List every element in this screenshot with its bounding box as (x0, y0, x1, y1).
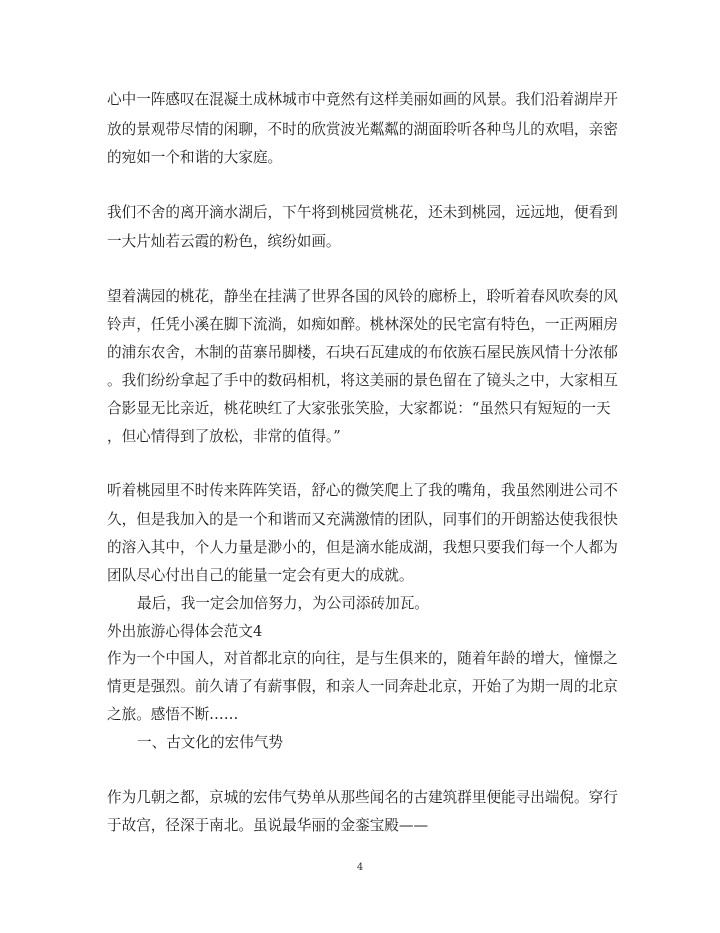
paragraph-3-line: 望着满园的桃花，静坐在挂满了世界各国的风铃的廊桥上，聆听着春风吹奏的风 (107, 288, 618, 305)
paragraph-2-line: 我们不舍的离开滴水湖后，下午将到桃园赏桃花，还未到桃园，远远地，便看到 (107, 204, 618, 221)
paragraph-6-line: 情更是强烈。前久请了有薪事假，和亲人一同奔赴北京，开始了为期一周的北京 (107, 678, 618, 695)
paragraph-4-line: 久，但是我加入的是一个和谐而又充满激情的团队，同事们的开朗豁达使我很快 (107, 511, 618, 528)
paragraph-4-line: 团队尽心付出自己的能量一定会有更大的成就。 (107, 567, 414, 584)
section-title: 外出旅游心得体会范文4 (107, 623, 263, 640)
subheading: 一、古文化的宏伟气势 (137, 734, 283, 751)
paragraph-2-line: 一大片灿若云霞的粉色，缤纷如画。 (107, 233, 341, 250)
paragraph-1-line: 的宛如一个和谐的大家庭。 (107, 149, 283, 166)
paragraph-7-line: 于故宫，径深于南北。虽说最华丽的金銮宝殿—— (107, 817, 429, 834)
paragraph-4-line: 听着桃园里不时传来阵阵笑语，舒心的微笑爬上了我的嘴角，我虽然刚进公司不 (107, 482, 618, 499)
paragraph-1-line: 放的景观带尽情的闲聊，不时的欣赏波光粼粼的湖面聆听各种鸟儿的欢唱，亲密 (107, 121, 618, 138)
paragraph-6-line: 作为一个中国人，对首都北京的向往，是与生俱来的，随着年龄的增大，憧憬之 (107, 650, 618, 667)
paragraph-3-line: ，但心情得到了放松，非常的值得。” (107, 428, 341, 445)
paragraph-7-line: 作为几朝之都，京城的宏伟气势单从那些闻名的古建筑群里便能寻出端倪。穿行 (107, 789, 618, 806)
paragraph-3-line: 铃声，任凭小溪在脚下流淌，如痴如醉。桃林深处的民宅富有特色，一正两厢房 (107, 316, 618, 333)
paragraph-1-line: 心中一阵感叹在混凝土成林城市中竟然有这样美丽如画的风景。我们沿着湖岸开 (107, 91, 618, 108)
paragraph-4-line: 的溶入其中，个人力量是渺小的，但是滴水能成湖，我想只要我们每一个人都为 (107, 539, 618, 556)
paragraph-3-line: 的浦东农舍，木制的苗寨吊脚楼，石块石瓦建成的布依族石屋民族风情十分浓郁 (107, 344, 618, 361)
paragraph-6-line: 之旅。感悟不断…… (107, 706, 239, 723)
paragraph-5-line: 最后，我一定会加倍努力，为公司添砖加瓦。 (137, 595, 429, 612)
page-number: 4 (356, 862, 364, 873)
paragraph-3-line: 。我们纷纷拿起了手中的数码相机，将这美丽的景色留在了镜头之中，大家相互 (107, 372, 618, 389)
paragraph-3-line: 合影显无比亲近，桃花映红了大家张张笑脸，大家都说：“虽然只有短短的一天 (107, 400, 611, 417)
